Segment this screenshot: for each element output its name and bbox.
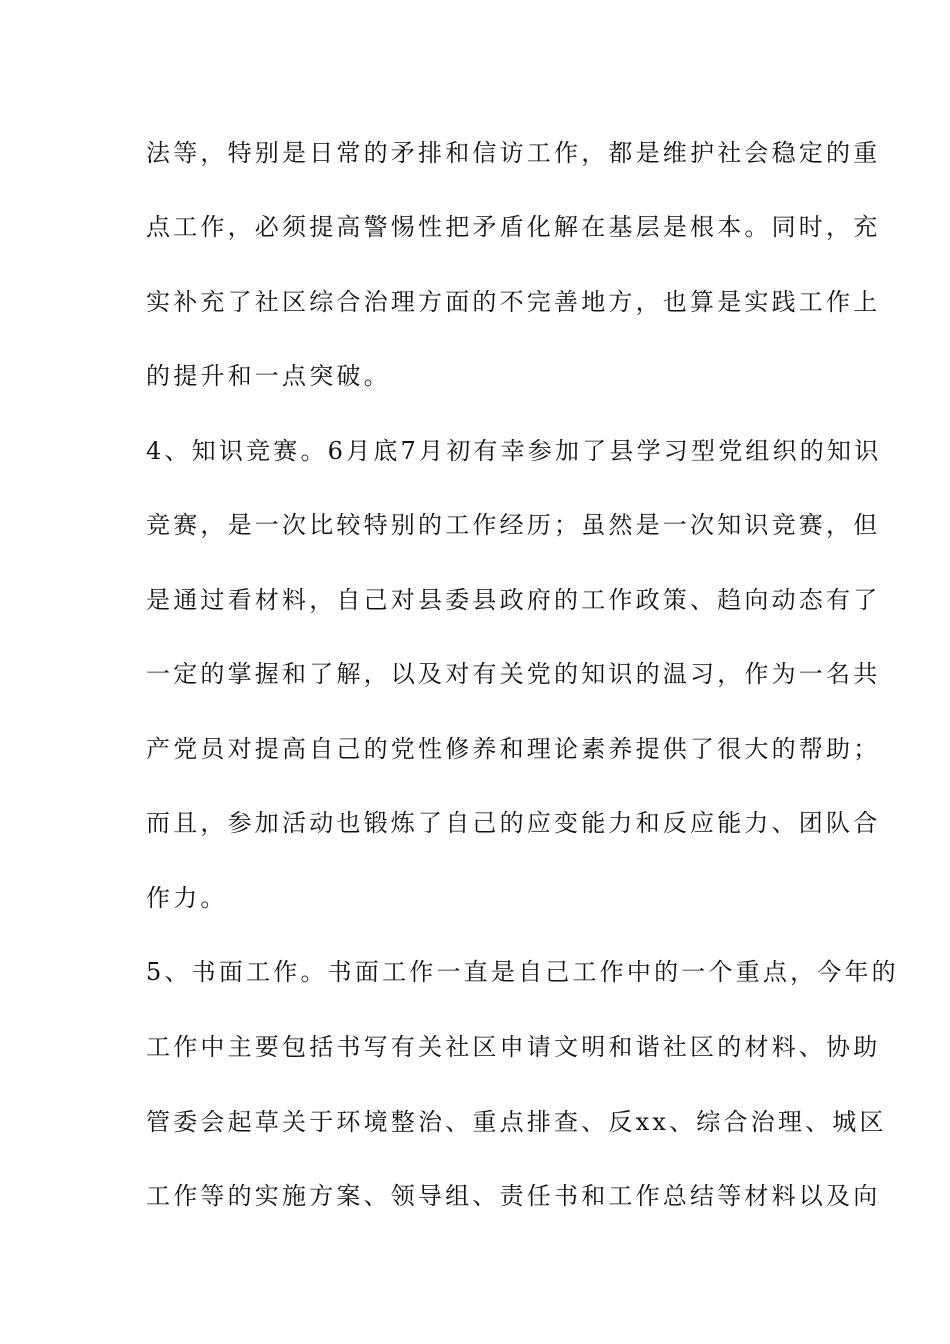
text-line: 工作等的实施方案、领导组、责任书和工作总结等材料以及向 xyxy=(146,1182,881,1210)
text-line: 竞赛，是一次比较特别的工作经历；虽然是一次知识竞赛，但 xyxy=(146,511,881,539)
text-line: 而且，参加活动也锻炼了自己的应变能力和反应能力、团队合 xyxy=(146,809,881,837)
text-line: 是通过看材料，自己对县委县政府的工作政策、趋向动态有了 xyxy=(146,586,881,614)
text-line: 产党员对提高自己的党性修养和理论素养提供了很大的帮助； xyxy=(146,735,881,763)
text-line: 实补充了社区综合治理方面的不完善地方，也算是实践工作上 xyxy=(146,288,881,316)
text-line: 一定的掌握和了解，以及对有关党的知识的温习，作为一名共 xyxy=(146,660,881,688)
text-line: 5、书面工作。书面工作一直是自己工作中的一个重点，今年的 xyxy=(146,958,899,986)
text-line: 管委会起草关于环境整治、重点排查、反xx、综合治理、城区 xyxy=(146,1108,887,1136)
text-line: 点工作，必须提高警惕性把矛盾化解在基层是根本。同时，充 xyxy=(146,213,881,241)
text-line: 工作中主要包括书写有关社区申请文明和谐社区的材料、协助 xyxy=(146,1033,881,1061)
text-line: 4、知识竞赛。6月底7月初有幸参加了县学习型党组织的知识 xyxy=(146,437,882,465)
text-line: 的提升和一点突破。 xyxy=(146,362,391,390)
text-line: 作力。 xyxy=(146,884,228,912)
text-line: 法等，特别是日常的矛排和信访工作，都是维护社会稳定的重 xyxy=(146,139,881,167)
